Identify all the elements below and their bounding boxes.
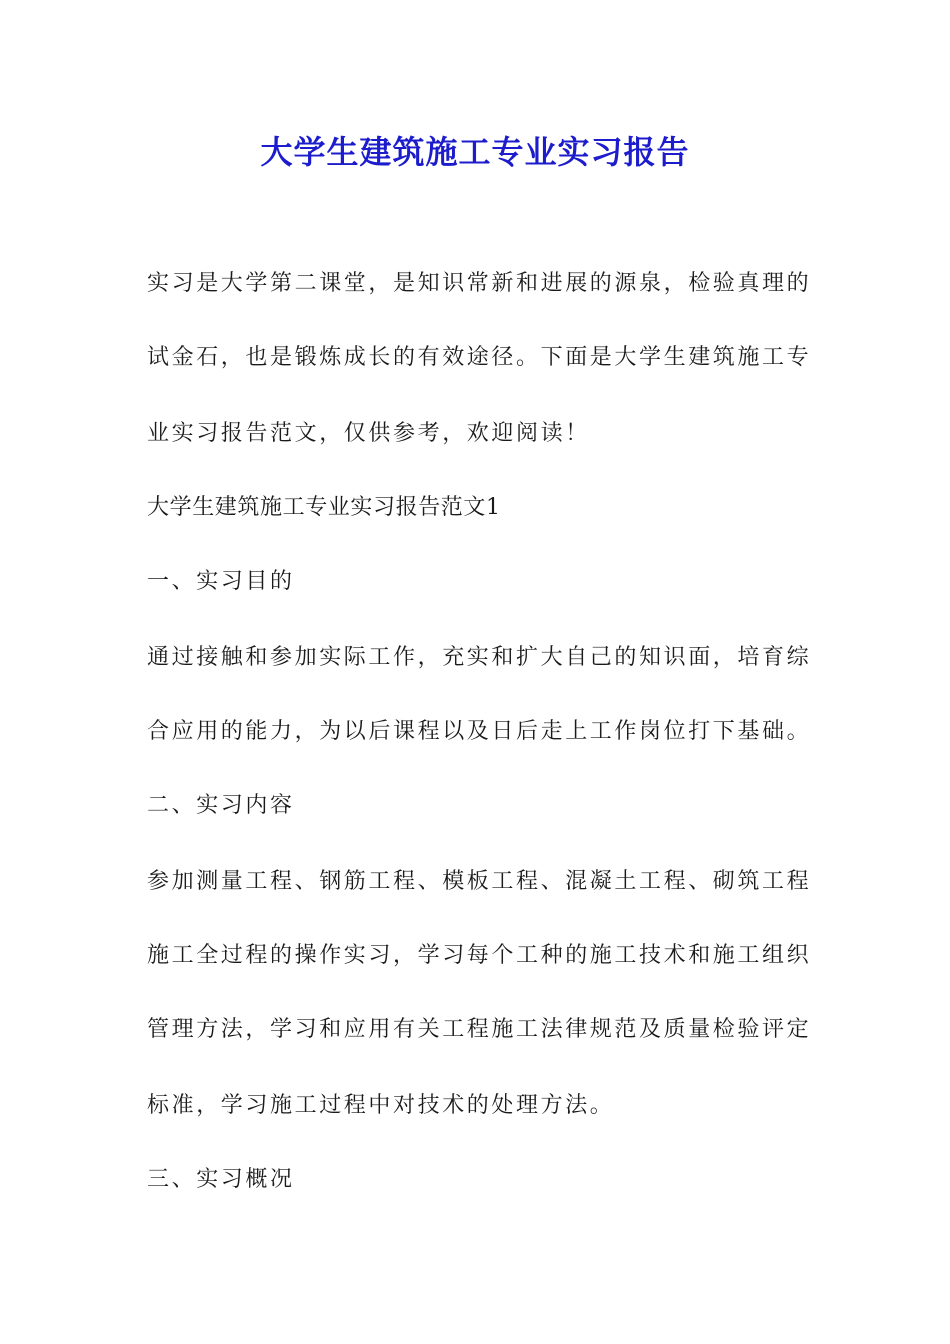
intro-paragraph-line: 业实习报告范文，仅供参考，欢迎阅读！	[147, 421, 590, 446]
content-paragraph-line: 标准，学习施工过程中对技术的处理方法。	[147, 1093, 615, 1118]
purpose-paragraph-line: 通过接触和参加实际工作，充实和扩大自己的知识面，培育综	[147, 645, 812, 670]
intro-paragraph-line: 试金石，也是锻炼成长的有效途径。下面是大学生建筑施工专	[147, 345, 812, 370]
heading-internship-content: 二、实习内容	[147, 793, 295, 818]
section-heading-sample-1: 大学生建筑施工专业实习报告范文1	[147, 495, 501, 520]
intro-paragraph-line: 实习是大学第二课堂，是知识常新和进展的源泉，检验真理的	[147, 271, 812, 296]
document-title: 大学生建筑施工专业实习报告	[260, 133, 690, 171]
heading-internship-overview: 三、实习概况	[147, 1167, 295, 1192]
content-paragraph-line: 施工全过程的操作实习，学习每个工种的施工技术和施工组织	[147, 943, 812, 968]
purpose-paragraph-line: 合应用的能力，为以后课程以及日后走上工作岗位打下基础。	[147, 719, 812, 744]
content-paragraph-line: 管理方法，学习和应用有关工程施工法律规范及质量检验评定	[147, 1017, 812, 1042]
heading-internship-purpose: 一、实习目的	[147, 569, 295, 594]
content-paragraph-line: 参加测量工程、钢筋工程、模板工程、混凝土工程、砌筑工程	[147, 869, 812, 894]
